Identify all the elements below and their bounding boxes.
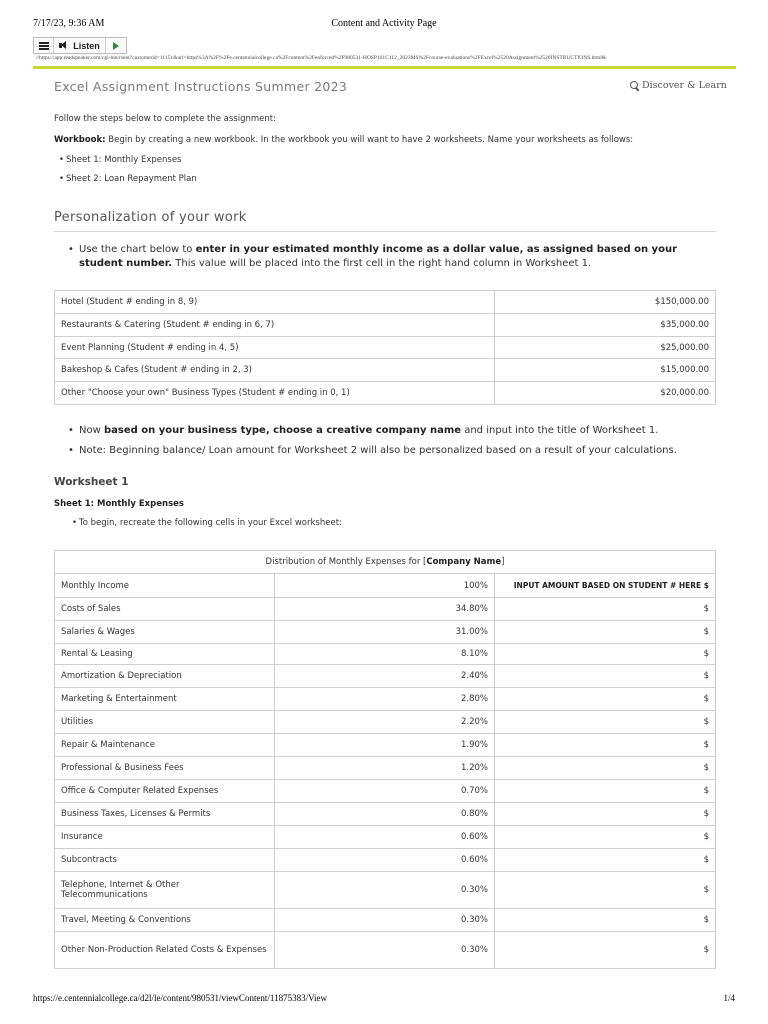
table-row (55, 734, 716, 757)
expense-percent-cell: 0.30% (275, 909, 495, 932)
expense-percent-cell: 31.00% (275, 621, 495, 644)
table-row (55, 872, 716, 909)
table-row (55, 621, 716, 644)
print-datetime: 7/17/23, 9:36 AM (33, 18, 105, 29)
expense-amount-cell: $ (495, 780, 716, 803)
expense-label-cell: Rental & Leasing (55, 644, 275, 665)
expense-percent-cell: 1.20% (275, 757, 495, 780)
expense-label-cell: Subcontracts (55, 849, 275, 872)
expense-label-cell: Repair & Maintenance (55, 734, 275, 757)
expense-label-cell: Amortization & Depreciation (55, 665, 275, 688)
expense-percent-cell: 8.10% (275, 644, 495, 665)
table-row (55, 932, 716, 969)
accent-bar (33, 66, 736, 69)
income-instruction-pre: Use the chart below to (79, 244, 196, 255)
company-name-bold: based on your business type, choose a creative company name (103, 425, 462, 436)
table-title-cell (55, 551, 716, 574)
expense-label-cell: Telephone, Internet & Other Telecommunications (55, 872, 275, 909)
expense-percent-cell: 34.80% (275, 598, 495, 621)
table-row (55, 909, 716, 932)
expense-amount-cell: $ (495, 909, 716, 932)
income-instruction-post: This value will be placed into the first cell in the right hand column in Worksheet 1. (172, 258, 592, 269)
discover-learn-link[interactable] (630, 80, 727, 91)
expense-amount-cell: $ (495, 644, 716, 665)
income-table (54, 290, 716, 405)
worksheet1-heading: Worksheet 1 (54, 476, 129, 488)
sheet-list-item: • Sheet 2: Loan Repayment Plan (66, 174, 197, 184)
expense-percent-cell: 2.80% (275, 688, 495, 711)
listen-label: Listen (73, 40, 100, 51)
company-name-instruction (79, 424, 709, 438)
workbook-paragraph (54, 135, 633, 145)
expense-amount-cell: $ (495, 932, 716, 969)
expense-label-cell: Salaries & Wages (55, 621, 275, 644)
expense-label-cell: Monthly Income (55, 574, 275, 598)
company-name-pre: Now (79, 425, 104, 436)
expense-percent-cell: 0.60% (275, 826, 495, 849)
expense-amount-cell: $ (495, 826, 716, 849)
expense-label-cell: Utilities (55, 711, 275, 734)
workbook-label: Workbook: (54, 135, 106, 145)
income-value-cell: $15,000.00 (495, 359, 716, 382)
expense-label-cell: Marketing & Entertainment (55, 688, 275, 711)
table-title-pre: Distribution of Monthly Expenses for [ (265, 557, 427, 567)
table-row (55, 711, 716, 734)
income-value-cell: $20,000.00 (495, 382, 716, 405)
sheet-list-item: • Sheet 1: Monthly Expenses (66, 155, 182, 165)
loan-note: • Note: Beginning balance/ Loan amount for Worksheet 2 will also be personalized based on a result of your calculations. (79, 444, 709, 458)
print-footer-url: https://e.centennialcollege.ca/d2l/le/content/980531/viewContent/11875383/View (33, 993, 328, 1003)
recreate-instruction: • To begin, recreate the following cells in your Excel worksheet: (79, 518, 342, 528)
table-row (55, 382, 716, 405)
expense-percent-cell: 0.70% (275, 780, 495, 803)
expense-label-cell: Business Taxes, Licenses & Permits (55, 803, 275, 826)
hamburger-icon (39, 42, 49, 50)
expense-percent-cell: 2.40% (275, 665, 495, 688)
expense-percent-cell: 0.30% (275, 872, 495, 909)
personalization-heading: Personalization of your work (54, 210, 247, 225)
print-footer (33, 993, 735, 1003)
expense-percent-cell: 0.30% (275, 932, 495, 969)
expense-label-cell: Other Non-Production Related Costs & Expenses (55, 932, 275, 969)
expense-amount-cell: $ (495, 621, 716, 644)
expense-label-cell: Office & Computer Related Expenses (55, 780, 275, 803)
expense-amount-cell: $ (495, 598, 716, 621)
expense-label-cell: Professional & Business Fees (55, 757, 275, 780)
readspeaker-url: //https://app.readspeaker.com/cgi-bin/rsent?customerid=11151&url=https%3A%2F%2Fe.centennialcollege.ca%2Fcontent%2Fenforced%2F980531-HOSP101C112_2023MS%2Fcourse-evaluations%2FExcel%2520Assignment%2520INSTRUCTIONS.html& (36, 55, 607, 61)
income-value-cell: $25,000.00 (495, 337, 716, 359)
income-instruction-bold: enter in your estimated monthly income as a dollar value, as assigned based on your student number. (79, 244, 677, 269)
table-row (55, 780, 716, 803)
table-row (55, 644, 716, 665)
business-type-cell: Bakeshop & Cafes (Student # ending in 2, 3) (55, 359, 495, 382)
intro-line: Follow the steps below to complete the assignment: (54, 114, 276, 124)
business-type-cell: Other "Choose your own" Business Types (Student # ending in 0, 1) (55, 382, 495, 405)
expenses-table (54, 550, 716, 969)
speaker-icon (59, 41, 70, 50)
table-title-post: ] (501, 557, 505, 567)
readspeaker-toolbar (33, 37, 127, 54)
monthly-income-row (55, 574, 716, 598)
table-row (55, 688, 716, 711)
table-row (55, 359, 716, 382)
worksheet1-subheading: Sheet 1: Monthly Expenses (54, 499, 184, 509)
table-row (55, 849, 716, 872)
heading-divider (54, 231, 716, 232)
discover-label: Discover & Learn (642, 80, 727, 91)
expense-amount-cell: $ (495, 803, 716, 826)
print-page-number: 1/4 (723, 993, 735, 1003)
menu-button[interactable] (34, 38, 54, 53)
expense-label-cell: Travel, Meeting & Conventions (55, 909, 275, 932)
table-row (55, 291, 716, 314)
expense-amount-cell: $ (495, 688, 716, 711)
table-row (55, 826, 716, 849)
company-name-placeholder: Company Name (426, 557, 502, 567)
expense-percent-cell: 2.20% (275, 711, 495, 734)
expense-amount-cell: $ (495, 711, 716, 734)
workbook-text: Begin by creating a new workbook. In the workbook you will want to have 2 worksheets. Name your worksheets as follows: (105, 135, 634, 145)
table-row (55, 803, 716, 826)
print-page-title: Content and Activity Page (331, 18, 437, 29)
expense-amount-cell: $ (495, 734, 716, 757)
expense-percent-cell: 0.80% (275, 803, 495, 826)
income-input-cell: INPUT AMOUNT BASED ON STUDENT # HERE $ (495, 574, 716, 598)
company-name-post: and input into the title of Worksheet 1. (461, 425, 659, 436)
expense-label-cell: Insurance (55, 826, 275, 849)
table-title-row (55, 551, 716, 574)
expense-amount-cell: $ (495, 665, 716, 688)
expense-percent-cell: 1.90% (275, 734, 495, 757)
expense-percent-cell: 0.60% (275, 849, 495, 872)
play-icon (113, 42, 119, 50)
print-header (33, 18, 735, 32)
table-row (55, 337, 716, 359)
table-row (55, 665, 716, 688)
income-instruction (79, 243, 709, 271)
search-icon (630, 81, 639, 90)
income-value-cell: $35,000.00 (495, 314, 716, 337)
expense-label-cell: Costs of Sales (55, 598, 275, 621)
income-value-cell: $150,000.00 (495, 291, 716, 314)
table-row (55, 757, 716, 780)
play-button[interactable] (106, 38, 126, 53)
table-row (55, 314, 716, 337)
expense-percent-cell: 100% (275, 574, 495, 598)
listen-button[interactable] (54, 38, 106, 53)
page-title: Excel Assignment Instructions Summer 2023 (54, 79, 348, 94)
expense-amount-cell: $ (495, 849, 716, 872)
business-type-cell: Hotel (Student # ending in 8, 9) (55, 291, 495, 314)
table-row (55, 598, 716, 621)
expense-amount-cell: $ (495, 872, 716, 909)
expense-amount-cell: $ (495, 757, 716, 780)
business-type-cell: Event Planning (Student # ending in 4, 5) (55, 337, 495, 359)
business-type-cell: Restaurants & Catering (Student # ending in 6, 7) (55, 314, 495, 337)
